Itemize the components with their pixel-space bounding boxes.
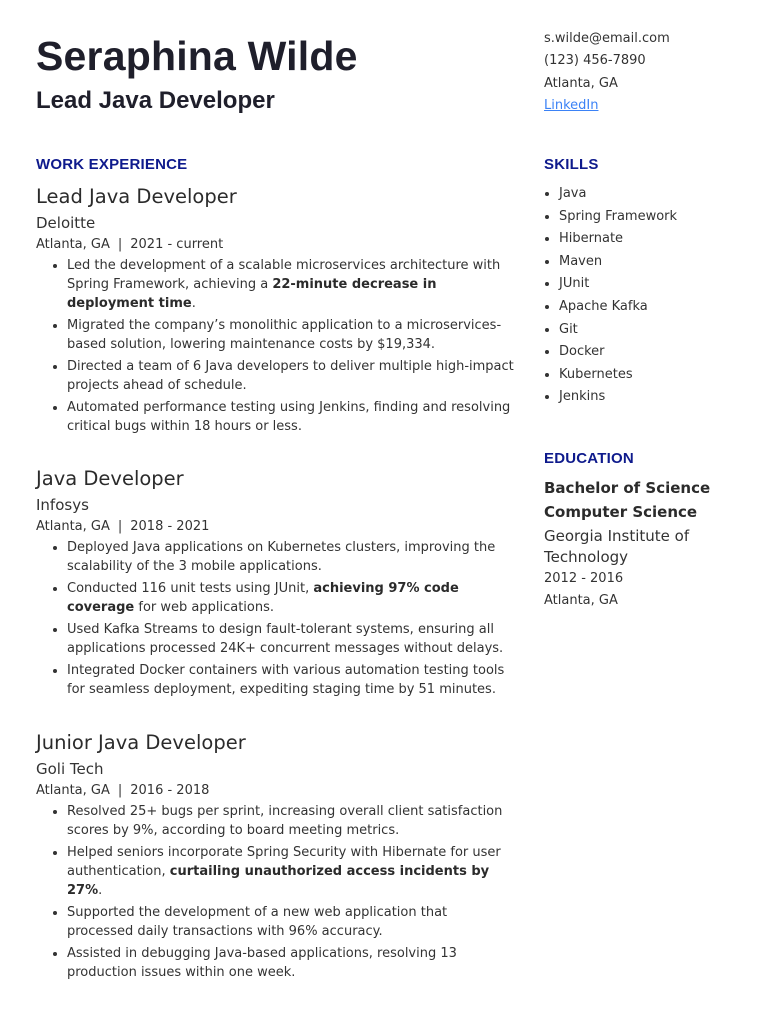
contact-location: Atlanta, GA — [544, 75, 618, 91]
skills-list — [544, 183, 759, 409]
skill-item: • Maven — [559, 251, 759, 274]
job-location: Atlanta, GA — [36, 783, 110, 798]
skill-item: • JUnit — [559, 273, 759, 296]
bullet-item: • Supported the development of a new web application that processed daily transactions with 96% accuracy. — [67, 904, 516, 942]
bullet-item: • Migrated the company’s monolithic application to a microservices-based solution, lowering maintenance costs by $19,334. — [67, 317, 516, 355]
job-meta — [36, 780, 516, 801]
job-entry — [36, 466, 516, 703]
education-location: Atlanta, GA — [544, 593, 618, 608]
candidate-role: Lead Java Developer — [36, 87, 275, 114]
job-company: Deloitte — [36, 214, 96, 232]
skill-item: • Java — [559, 183, 759, 206]
skill-item: • Apache Kafka — [559, 296, 759, 319]
job-dates: 2018 - 2021 — [130, 519, 210, 534]
education-entry — [544, 476, 754, 612]
education-degree: Bachelor of Science — [544, 479, 711, 497]
bullet-item: • Helped seniors incorporate Spring Security with Hibernate for user authentication, curtailing unauthorized access incidents by 27%. — [67, 844, 516, 900]
work-experience-heading: WORK EXPERIENCE — [36, 156, 188, 173]
linkedin-link[interactable]: LinkedIn — [544, 97, 599, 113]
contact-info — [544, 28, 754, 117]
candidate-name: Seraphina Wilde — [36, 33, 358, 79]
education-field: Computer Science — [544, 503, 698, 521]
contact-phone: (123) 456-7890 — [544, 53, 646, 69]
bullet-item: • Deployed Java applications on Kubernetes clusters, improving the scalability of the 3 mobile applications. — [67, 539, 516, 577]
skill-item: • Docker — [559, 341, 759, 364]
job-company: Infosys — [36, 496, 89, 514]
job-dates: 2021 - current — [130, 237, 224, 252]
bullet-item: • Resolved 25+ bugs per sprint, increasing overall client satisfaction scores by 9%, according to board meeting metrics. — [67, 803, 516, 841]
skill-item: • Jenkins — [559, 386, 759, 409]
job-title: Lead Java Developer — [36, 185, 237, 208]
skill-item: • Hibernate — [559, 228, 759, 251]
job-entry — [36, 184, 516, 440]
job-meta — [36, 516, 516, 537]
bullet-item: • Automated performance testing using Jenkins, finding and resolving critical bugs within 18 hours or less. — [67, 399, 516, 437]
bullet-item: • Directed a team of 6 Java developers to deliver multiple high-impact projects ahead of schedule. — [67, 358, 516, 396]
job-bullets — [36, 257, 516, 437]
job-title: Junior Java Developer — [36, 731, 246, 754]
meta-separator: | — [117, 237, 123, 252]
job-company: Goli Tech — [36, 760, 104, 778]
bullet-item: • Assisted in debugging Java-based applications, resolving 13 production issues within one week. — [67, 945, 516, 983]
job-bullets — [36, 803, 516, 983]
bullet-item: • Used Kafka Streams to design fault-tolerant systems, ensuring all applications processed 24K+ concurrent messages without delays. — [67, 621, 516, 659]
bullet-item: • Led the development of a scalable microservices architecture with Spring Framework, achieving a 22-minute decrease in deployment time. — [67, 257, 516, 313]
bullet-item: • Integrated Docker containers with various automation testing tools for seamless deployment, expediting staging time by 51 minutes. — [67, 662, 516, 700]
job-title: Java Developer — [36, 467, 184, 490]
education-heading: EDUCATION — [544, 450, 634, 467]
job-location: Atlanta, GA — [36, 237, 110, 252]
meta-separator: | — [117, 783, 123, 798]
bullet-item: • Conducted 116 unit tests using JUnit, achieving 97% code coverage for web applications. — [67, 580, 516, 618]
job-dates: 2016 - 2018 — [130, 783, 210, 798]
job-location: Atlanta, GA — [36, 519, 110, 534]
contact-email: s.wilde@email.com — [544, 31, 670, 46]
job-meta — [36, 234, 516, 255]
job-bullets — [36, 539, 516, 700]
skill-item: • Kubernetes — [559, 364, 759, 387]
meta-separator: | — [117, 519, 123, 534]
job-entry — [36, 730, 516, 986]
skills-heading: SKILLS — [544, 156, 599, 173]
skill-item: • Git — [559, 319, 759, 342]
education-years: 2012 - 2016 — [544, 571, 624, 586]
skill-item: • Spring Framework — [559, 206, 759, 229]
education-school: Georgia Institute of Technology — [544, 527, 690, 566]
